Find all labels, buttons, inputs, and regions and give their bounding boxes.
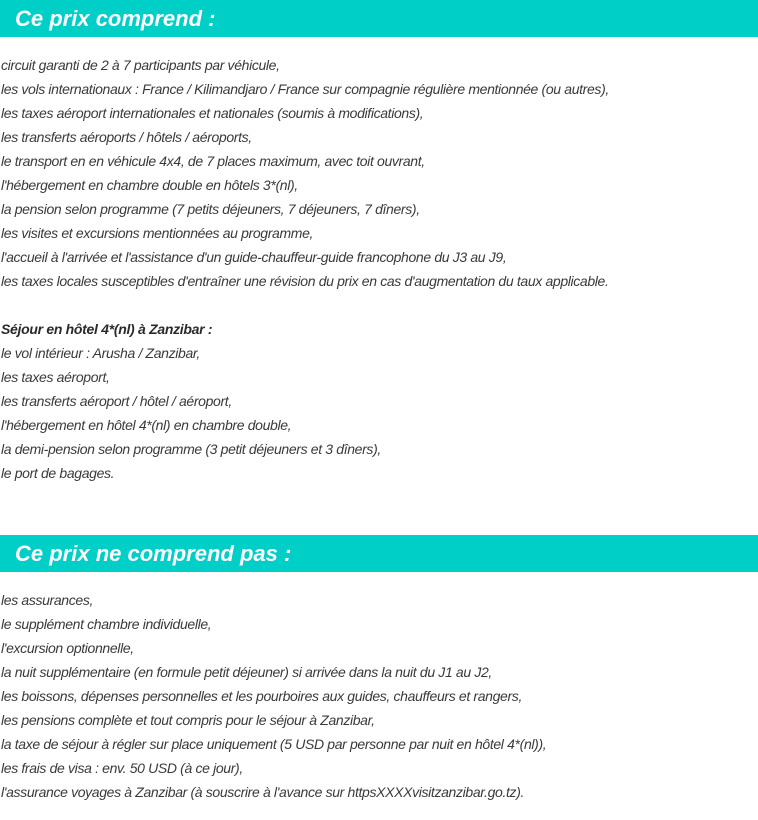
list-item: les assurances, [1,592,94,608]
excludes-list [0,588,758,804]
list-item: les transferts aéroports / hôtels / aéroports, [1,129,252,145]
list-item: les frais de visa : env. 50 USD (à ce jour), [1,760,243,776]
list-item: les pensions complète et tout compris pour le séjour à Zanzibar, [1,712,375,728]
list-item: le vol intérieur : Arusha / Zanzibar, [1,345,200,361]
list-item: les vols internationaux : France / Kilimandjaro / France sur compagnie régulière mentionnée (ou autres), [1,81,609,97]
includes-list [0,53,758,293]
list-item: les taxes aéroport internationales et nationales (soumis à modifications), [1,105,424,121]
list-item: circuit garanti de 2 à 7 participants par véhicule, [1,57,280,73]
list-item: la taxe de séjour à régler sur place uniquement (5 USD par personne par nuit en hôtel 4*(nl)), [1,736,547,752]
list-item: les transferts aéroport / hôtel / aéroport, [1,393,232,409]
list-item: le supplément chambre individuelle, [1,616,212,632]
list-item: l'hébergement en hôtel 4*(nl) en chambre double, [1,417,292,433]
excludes-title: Ce prix ne comprend pas : [15,541,292,566]
list-item: l'assurance voyages à Zanzibar (à souscrire à l'avance sur httpsXXXXvisitzanzibar.go.tz). [1,784,525,800]
list-item: l'hébergement en chambre double en hôtels 3*(nl), [1,177,298,193]
list-item: l'excursion optionnelle, [1,640,134,656]
excludes-section-header [0,535,758,572]
list-item: la pension selon programme (7 petits déjeuners, 7 déjeuners, 7 dîners), [1,201,420,217]
zanzibar-list [0,317,758,485]
list-item: l'accueil à l'arrivée et l'assistance d'un guide-chauffeur-guide francophone du J3 au J9, [1,249,507,265]
list-item: la nuit supplémentaire (en formule petit déjeuner) si arrivée dans la nuit du J1 au J2, [1,664,492,680]
list-item: les taxes locales susceptibles d'entraîner une révision du prix en cas d'augmentation du taux applicable. [1,273,609,289]
list-item: le transport en en véhicule 4x4, de 7 places maximum, avec toit ouvrant, [1,153,425,169]
includes-title: Ce prix comprend : [15,6,216,31]
list-item: les taxes aéroport, [1,369,110,385]
list-item: les boissons, dépenses personnelles et les pourboires aux guides, chauffeurs et rangers, [1,688,522,704]
list-item: la demi-pension selon programme (3 petit déjeuners et 3 dîners), [1,441,381,457]
includes-section-header [0,0,758,37]
zanzibar-subtitle: Séjour en hôtel 4*(nl) à Zanzibar : [1,321,213,337]
list-item: les visites et excursions mentionnées au programme, [1,225,314,241]
list-item: le port de bagages. [1,465,115,481]
